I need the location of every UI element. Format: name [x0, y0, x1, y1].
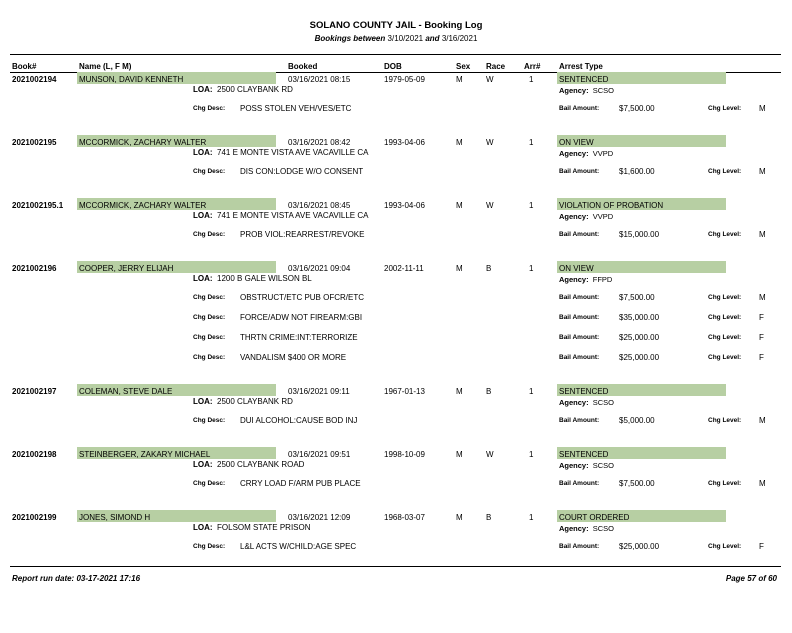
book-number: 2021002196 [12, 264, 57, 273]
chg-desc-label: Chg Desc: [193, 354, 226, 361]
sex-value: M [456, 75, 463, 84]
col-book-header: Book# [12, 62, 37, 71]
book-number: 2021002199 [12, 513, 57, 522]
bail-amount-value: $7,500.00 [619, 293, 655, 302]
book-number: 2021002194 [12, 75, 57, 84]
chg-level-value: F [759, 333, 764, 342]
arrest-type: SENTENCED [559, 75, 609, 84]
sex-value: M [456, 387, 463, 396]
chg-level-value: M [759, 479, 766, 488]
chg-level-label: Chg Level: [708, 294, 742, 301]
charge-row [0, 543, 792, 557]
sex-value: M [456, 513, 463, 522]
bail-amount-value: $1,600.00 [619, 167, 655, 176]
agency [559, 212, 613, 221]
race-value: W [486, 450, 494, 459]
chg-level-label: Chg Level: [708, 417, 742, 424]
loa-value: 1200 B GALE WILSON BL [217, 274, 312, 283]
chg-level-label: Chg Level: [708, 480, 742, 487]
sex-value: M [456, 450, 463, 459]
charge-row [0, 314, 792, 328]
chg-desc-value: DIS CON:LODGE W/O CONSENT [240, 167, 364, 176]
loa-label: LOA: [193, 274, 213, 283]
col-name-header: Name (L, F M) [79, 62, 132, 71]
booked-datetime: 03/16/2021 09:04 [288, 264, 351, 273]
loa-value: 2500 CLAYBANK ROAD [217, 460, 305, 469]
bail-amount-value: $7,500.00 [619, 104, 655, 113]
agency-value: FFPD [592, 275, 613, 284]
inmate-name: MUNSON, DAVID KENNETH [79, 75, 184, 84]
agency-label: Agency: [559, 86, 589, 95]
agency-value: VVPD [592, 212, 614, 221]
bail-amount-value: $25,000.00 [619, 333, 660, 342]
report-title: SOLANO COUNTY JAIL - Booking Log [309, 20, 483, 31]
bail-amount-value: $25,000.00 [619, 542, 660, 551]
chg-desc-label: Chg Desc: [193, 105, 226, 112]
loa-value: 2500 CLAYBANK RD [217, 397, 293, 406]
chg-desc-value: THRTN CRIME:INT:TERRORIZE [240, 333, 358, 342]
sex-value: M [456, 201, 463, 210]
race-value: B [486, 513, 492, 522]
chg-level-value: M [759, 167, 766, 176]
booking-record [0, 264, 792, 384]
agency-label: Agency: [559, 212, 589, 221]
date-of-birth: 1993-04-06 [384, 201, 425, 210]
chg-level-label: Chg Level: [708, 543, 742, 550]
chg-level-value: F [759, 313, 764, 322]
charge-row [0, 294, 792, 308]
loa-label: LOA: [193, 85, 213, 94]
agency [559, 398, 614, 407]
loa-value: 741 E MONTE VISTA AVE VACAVILLE CA [217, 148, 369, 157]
location-of-arrest [193, 85, 293, 94]
inmate-name: COOPER, JERRY ELIJAH [79, 264, 174, 273]
chg-level-value: M [759, 104, 766, 113]
chg-level-label: Chg Level: [708, 231, 742, 238]
book-number: 2021002195.1 [12, 201, 64, 210]
bail-amount-label: Bail Amount: [559, 314, 600, 321]
location-of-arrest [193, 148, 368, 157]
race-value: W [486, 201, 494, 210]
sex-value: M [456, 138, 463, 147]
subtitle-prefix: Bookings between [314, 34, 386, 43]
date-of-birth: 1998-10-09 [384, 450, 425, 459]
book-number: 2021002198 [12, 450, 57, 459]
booking-record [0, 513, 792, 633]
chg-level-label: Chg Level: [708, 354, 742, 361]
agency [559, 461, 614, 470]
chg-desc-value: POSS STOLEN VEH/VES/ETC [240, 104, 352, 113]
col-arrest-type-header: Arrest Type [559, 62, 603, 71]
charge-row [0, 480, 792, 494]
agency [559, 86, 614, 95]
arrest-type: VIOLATION OF PROBATION [559, 201, 664, 210]
agency [559, 275, 612, 284]
date-of-birth: 2002-11-11 [384, 264, 424, 273]
chg-desc-value: PROB VIOL:REARREST/REVOKE [240, 230, 365, 239]
agency-label: Agency: [559, 149, 589, 158]
arrest-number: 1 [529, 387, 534, 396]
bail-amount-label: Bail Amount: [559, 543, 600, 550]
arrest-number: 1 [529, 138, 534, 147]
date-of-birth: 1968-03-07 [384, 513, 425, 522]
agency-label: Agency: [559, 275, 589, 284]
charge-row [0, 417, 792, 431]
agency-value: SCSO [592, 461, 615, 470]
bail-amount-label: Bail Amount: [559, 480, 600, 487]
location-of-arrest [193, 211, 368, 220]
booked-datetime: 03/16/2021 09:11 [288, 387, 350, 396]
footer-rule [10, 566, 781, 567]
location-of-arrest [193, 460, 304, 469]
chg-desc-value: FORCE/ADW NOT FIREARM:GBI [240, 313, 363, 322]
chg-desc-label: Chg Desc: [193, 480, 226, 487]
loa-value: 741 E MONTE VISTA AVE VACAVILLE CA [217, 211, 369, 220]
bail-amount-label: Bail Amount: [559, 354, 600, 361]
agency-label: Agency: [559, 524, 589, 533]
bail-amount-label: Bail Amount: [559, 334, 600, 341]
chg-desc-value: DUI ALCOHOL:CAUSE BOD INJ [240, 416, 358, 425]
location-of-arrest [193, 274, 312, 283]
chg-level-value: M [759, 230, 766, 239]
bail-amount-label: Bail Amount: [559, 417, 600, 424]
bail-amount-label: Bail Amount: [559, 168, 600, 175]
charge-row [0, 334, 792, 348]
book-number: 2021002197 [12, 387, 57, 396]
col-sex-header: Sex [456, 62, 471, 71]
booked-datetime: 03/16/2021 08:42 [288, 138, 351, 147]
loa-label: LOA: [193, 211, 213, 220]
arrest-type: ON VIEW [559, 138, 594, 147]
inmate-name: STEINBERGER, ZAKARY MICHAEL [79, 450, 211, 459]
book-number: 2021002195 [12, 138, 57, 147]
chg-desc-label: Chg Desc: [193, 543, 226, 550]
charge-row [0, 231, 792, 245]
bail-amount-value: $15,000.00 [619, 230, 660, 239]
chg-desc-value: OBSTRUCT/ETC PUB OFCR/ETC [240, 293, 365, 302]
chg-desc-value: VANDALISM $400 OR MORE [240, 353, 347, 362]
bail-amount-value: $35,000.00 [619, 313, 660, 322]
bail-amount-value: $5,000.00 [619, 416, 655, 425]
agency-value: SCSO [592, 398, 615, 407]
chg-desc-label: Chg Desc: [193, 168, 226, 175]
loa-value: 2500 CLAYBANK RD [217, 85, 293, 94]
date-of-birth: 1979-05-09 [384, 75, 425, 84]
booked-datetime: 03/16/2021 12:09 [288, 513, 351, 522]
subtitle-and: and [425, 34, 440, 43]
arrest-type: SENTENCED [559, 387, 609, 396]
race-value: W [486, 138, 494, 147]
chg-level-value: F [759, 353, 764, 362]
start-date: 3/10/2021 [387, 34, 424, 43]
location-of-arrest [193, 397, 293, 406]
agency-value: SCSO [592, 86, 615, 95]
inmate-name: COLEMAN, STEVE DALE [79, 387, 173, 396]
col-arr-header: Arr# [524, 62, 541, 71]
booked-datetime: 03/16/2021 08:15 [288, 75, 351, 84]
chg-desc-label: Chg Desc: [193, 314, 226, 321]
charge-row [0, 168, 792, 182]
page-number: Page 57 of 60 [725, 574, 777, 583]
chg-desc-label: Chg Desc: [193, 334, 226, 341]
chg-level-label: Chg Level: [708, 105, 742, 112]
inmate-name: MCCORMICK, ZACHARY WALTER [79, 138, 207, 147]
race-value: B [486, 387, 492, 396]
bail-amount-label: Bail Amount: [559, 294, 600, 301]
chg-level-label: Chg Level: [708, 314, 742, 321]
bail-amount-label: Bail Amount: [559, 105, 600, 112]
sex-value: M [456, 264, 463, 273]
agency [559, 524, 614, 533]
arrest-number: 1 [529, 201, 534, 210]
race-value: W [486, 75, 494, 84]
col-dob-header: DOB [384, 62, 402, 71]
booked-datetime: 03/16/2021 09:51 [288, 450, 351, 459]
loa-label: LOA: [193, 523, 213, 532]
booked-datetime: 03/16/2021 08:45 [288, 201, 351, 210]
date-of-birth: 1967-01-13 [384, 387, 425, 396]
loa-label: LOA: [193, 397, 213, 406]
arrest-number: 1 [529, 264, 534, 273]
arrest-type: ON VIEW [559, 264, 594, 273]
chg-level-value: M [759, 416, 766, 425]
agency-label: Agency: [559, 461, 589, 470]
col-race-header: Race [486, 62, 506, 71]
agency-value: SCSO [592, 524, 615, 533]
loa-label: LOA: [193, 460, 213, 469]
chg-level-value: M [759, 293, 766, 302]
location-of-arrest [193, 523, 311, 532]
inmate-name: MCCORMICK, ZACHARY WALTER [79, 201, 207, 210]
arrest-number: 1 [529, 450, 534, 459]
chg-desc-label: Chg Desc: [193, 294, 226, 301]
chg-level-value: F [759, 542, 764, 551]
end-date: 3/16/2021 [441, 34, 478, 43]
arrest-number: 1 [529, 513, 534, 522]
inmate-name: JONES, SIMOND H [79, 513, 151, 522]
arrest-type: COURT ORDERED [559, 513, 630, 522]
charge-row [0, 354, 792, 368]
chg-desc-value: CRRY LOAD F/ARM PUB PLACE [240, 479, 361, 488]
race-value: B [486, 264, 492, 273]
loa-label: LOA: [193, 148, 213, 157]
chg-level-label: Chg Level: [708, 168, 742, 175]
chg-desc-label: Chg Desc: [193, 417, 226, 424]
loa-value: FOLSOM STATE PRISON [217, 523, 311, 532]
chg-desc-value: L&L ACTS W/CHILD:AGE SPEC [240, 542, 357, 551]
bail-amount-label: Bail Amount: [559, 231, 600, 238]
date-of-birth: 1993-04-06 [384, 138, 425, 147]
col-booked-header: Booked [288, 62, 318, 71]
arrest-number: 1 [529, 75, 534, 84]
agency-value: VVPD [592, 149, 614, 158]
bail-amount-value: $7,500.00 [619, 479, 655, 488]
report-run-date: Report run date: 03-17-2021 17:16 [12, 574, 141, 583]
chg-desc-label: Chg Desc: [193, 231, 226, 238]
charge-row [0, 105, 792, 119]
chg-level-label: Chg Level: [708, 334, 742, 341]
bail-amount-value: $25,000.00 [619, 353, 660, 362]
agency-label: Agency: [559, 398, 589, 407]
agency [559, 149, 613, 158]
arrest-type: SENTENCED [559, 450, 609, 459]
